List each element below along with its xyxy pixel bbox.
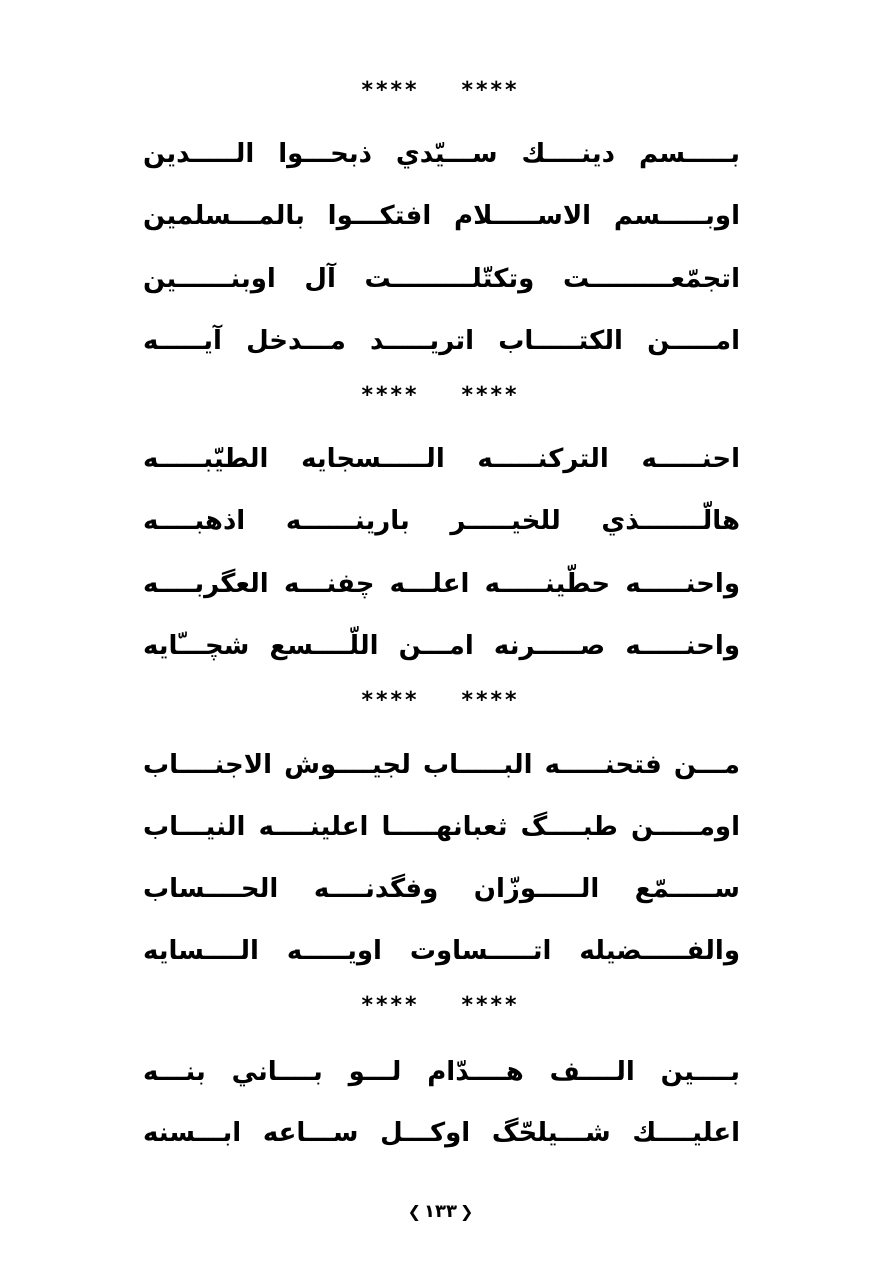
verse-line: اتجمّعـــــــــت وتكتّلـــــــــت آل اوبنــــــين <box>143 264 740 294</box>
verse-line: بــــين الــــف هــــدّام لـــو بــــاني بنـــه <box>143 1057 740 1087</box>
verse-line: احنـــــه التركنـــــه الـــــسجايه الطيّبـــــه <box>143 444 740 474</box>
divider-stars-right: **** <box>461 993 520 1018</box>
ornament-right-icon: ❯ <box>459 1202 474 1221</box>
divider-stars-left: **** <box>361 383 420 408</box>
divider-stars-right: **** <box>461 78 520 103</box>
divider-stars-left: **** <box>361 688 420 713</box>
ornament-left-icon: ❮ <box>407 1202 422 1221</box>
stanza-divider <box>0 78 881 103</box>
verse-line: اعليــــك شـــيلحّگ اوكـــل ســـاعه ابـــسنه <box>143 1118 740 1148</box>
divider-stars-left: **** <box>361 993 420 1018</box>
verse-line: واحنـــــه حطّينـــــه اعلـــه چفنـــه العگربــــه <box>143 569 740 599</box>
verse-line: واحنـــــه صـــــرنه امـــن اللّــــسع شچـــّايه <box>143 631 740 661</box>
stanza-divider <box>0 993 881 1018</box>
page-number-text: ١٣٣ <box>424 1201 457 1222</box>
verse-line: امـــــن الكتـــــاب اتريـــــد مـــدخل آيـــــه <box>143 326 740 356</box>
stanza-divider <box>0 383 881 408</box>
verse-line: بـــــسم دينــــك ســـيّدي ذبحـــوا الـــــدين <box>143 139 740 169</box>
verse-line: مـــن فتحنـــــه البـــــاب لجيــــوش الاجنــــاب <box>143 750 740 780</box>
verse-line: هالّـــــــذي للخيـــــر بارينــــــه اذهبــــه <box>143 506 740 536</box>
divider-stars-right: **** <box>461 383 520 408</box>
stanza-divider <box>0 688 881 713</box>
verse-line: ســـــمّع الـــــوزّان وفگدنــــه الحــــساب <box>143 874 740 904</box>
divider-stars-right: **** <box>461 688 520 713</box>
verse-line: والفـــــضيله اتـــــساوت اويـــــه الــــسايه <box>143 936 740 966</box>
verse-line: اوبـــــسم الاســـــلام افتكـــوا بالمـــسلمين <box>143 201 740 231</box>
verse-line: اومـــــن طبــــگ ثعبانهـــــا اعلينــــه النيـــاب <box>143 812 740 842</box>
divider-stars-left: **** <box>361 78 420 103</box>
page-number <box>0 1198 881 1226</box>
